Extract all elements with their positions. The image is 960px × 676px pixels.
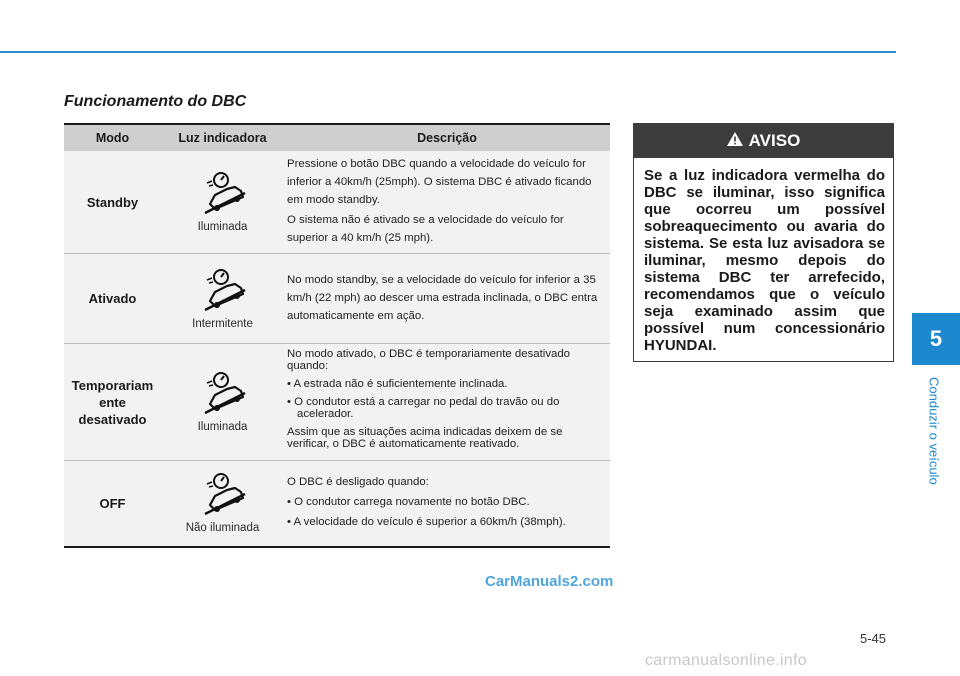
table-row-active: [64, 254, 610, 344]
description-outro: Assim que as situações acima indicadas deixem de se verificar, o DBC é automaticamente reativado.: [287, 426, 563, 450]
mode-cell: OFF: [64, 461, 161, 547]
warning-text: Se a luz indicadora vermelha do DBC se iluminar, isso significa que ocorreu um possível sobreaquecimento ou avaria do sistema. Se esta luz avisadora se iluminar, mesmo depois do sistema DBC ter arrefecido, recomendamos que o veículo seja examinado assim que possível num concessionário HYUNDAI.: [644, 167, 885, 354]
description-bullet: • A estrada não é suficientemente inclinada.: [287, 378, 606, 390]
description-cell: [284, 344, 610, 461]
description-cell: [284, 151, 610, 254]
dbc-indicator-icon: [161, 371, 284, 419]
light-state-label: Não iluminada: [185, 522, 260, 535]
description-bullet: • A velocidade do veículo é superior a 60km/h (38mph).: [287, 513, 606, 531]
table-row-temporarily-disabled: [64, 344, 610, 461]
description-bullet: • O condutor carrega novamente no botão DBC.: [287, 493, 606, 511]
description-intro: O DBC é desligado quando:: [287, 476, 429, 489]
description-paragraph: Pressione o botão DBC quando a velocidade do veículo for inferior a 40km/h (25mph). O sistema DBC é ativado ficando em modo standby.: [287, 158, 592, 206]
light-state-label: Iluminada: [197, 421, 248, 433]
table-row-standby: [64, 151, 610, 254]
warning-header: [634, 124, 893, 158]
header-description: Descrição: [284, 124, 610, 151]
header-mode: Modo: [64, 124, 161, 151]
mode-cell: Ativado: [64, 254, 161, 344]
warning-title: AVISO: [748, 131, 801, 150]
light-cell: [161, 254, 284, 344]
description-paragraph: No modo standby, se a velocidade do veículo for inferior a 35 km/h (22 mph) ao descer uma estrada inclinada, o DBC entra automaticamente em ação.: [287, 273, 598, 322]
mode-line: Temporariam: [71, 377, 154, 393]
description-paragraph: O sistema não é ativado se a velocidade do veículo for superior a 40 km/h (25 mph).: [287, 214, 564, 244]
mode-cell: [64, 344, 161, 461]
chapter-label: Conduzir o veículo: [926, 377, 942, 485]
light-cell: [161, 151, 284, 254]
mode-line: desativado: [78, 411, 147, 427]
dbc-indicator-icon: [161, 268, 284, 316]
mode-cell: Standby: [64, 151, 161, 254]
description-intro: No modo ativado, o DBC é temporariamente desativado quando:: [287, 348, 571, 372]
header-light: Luz indicadora: [161, 124, 284, 151]
chapter-number-tab: 5: [912, 313, 960, 365]
light-state-label: Intermitente: [192, 317, 253, 330]
footer-watermark: carmanualsonline.info: [645, 652, 807, 669]
description-bullet: • O condutor está a carregar no pedal do travão ou do acelerador.: [287, 396, 606, 420]
description-cell: [284, 461, 610, 547]
site-watermark: CarManuals2.com: [485, 573, 614, 590]
warning-box: [633, 123, 894, 362]
light-state-label: Iluminada: [197, 221, 248, 233]
light-cell: [161, 461, 284, 547]
description-cell: [284, 254, 610, 344]
light-cell: [161, 344, 284, 461]
warning-triangle-icon: [727, 131, 743, 151]
dbc-indicator-icon: [161, 171, 284, 219]
page-number: 5-45: [860, 631, 887, 646]
table-row-off: [64, 461, 610, 547]
dbc-indicator-icon: [161, 472, 284, 520]
table-header-row: [64, 124, 610, 151]
mode-line: ente: [99, 394, 126, 410]
section-title: Funcionamento do DBC: [64, 93, 247, 110]
dbc-modes-table: [64, 123, 610, 548]
top-rule: [0, 51, 896, 53]
